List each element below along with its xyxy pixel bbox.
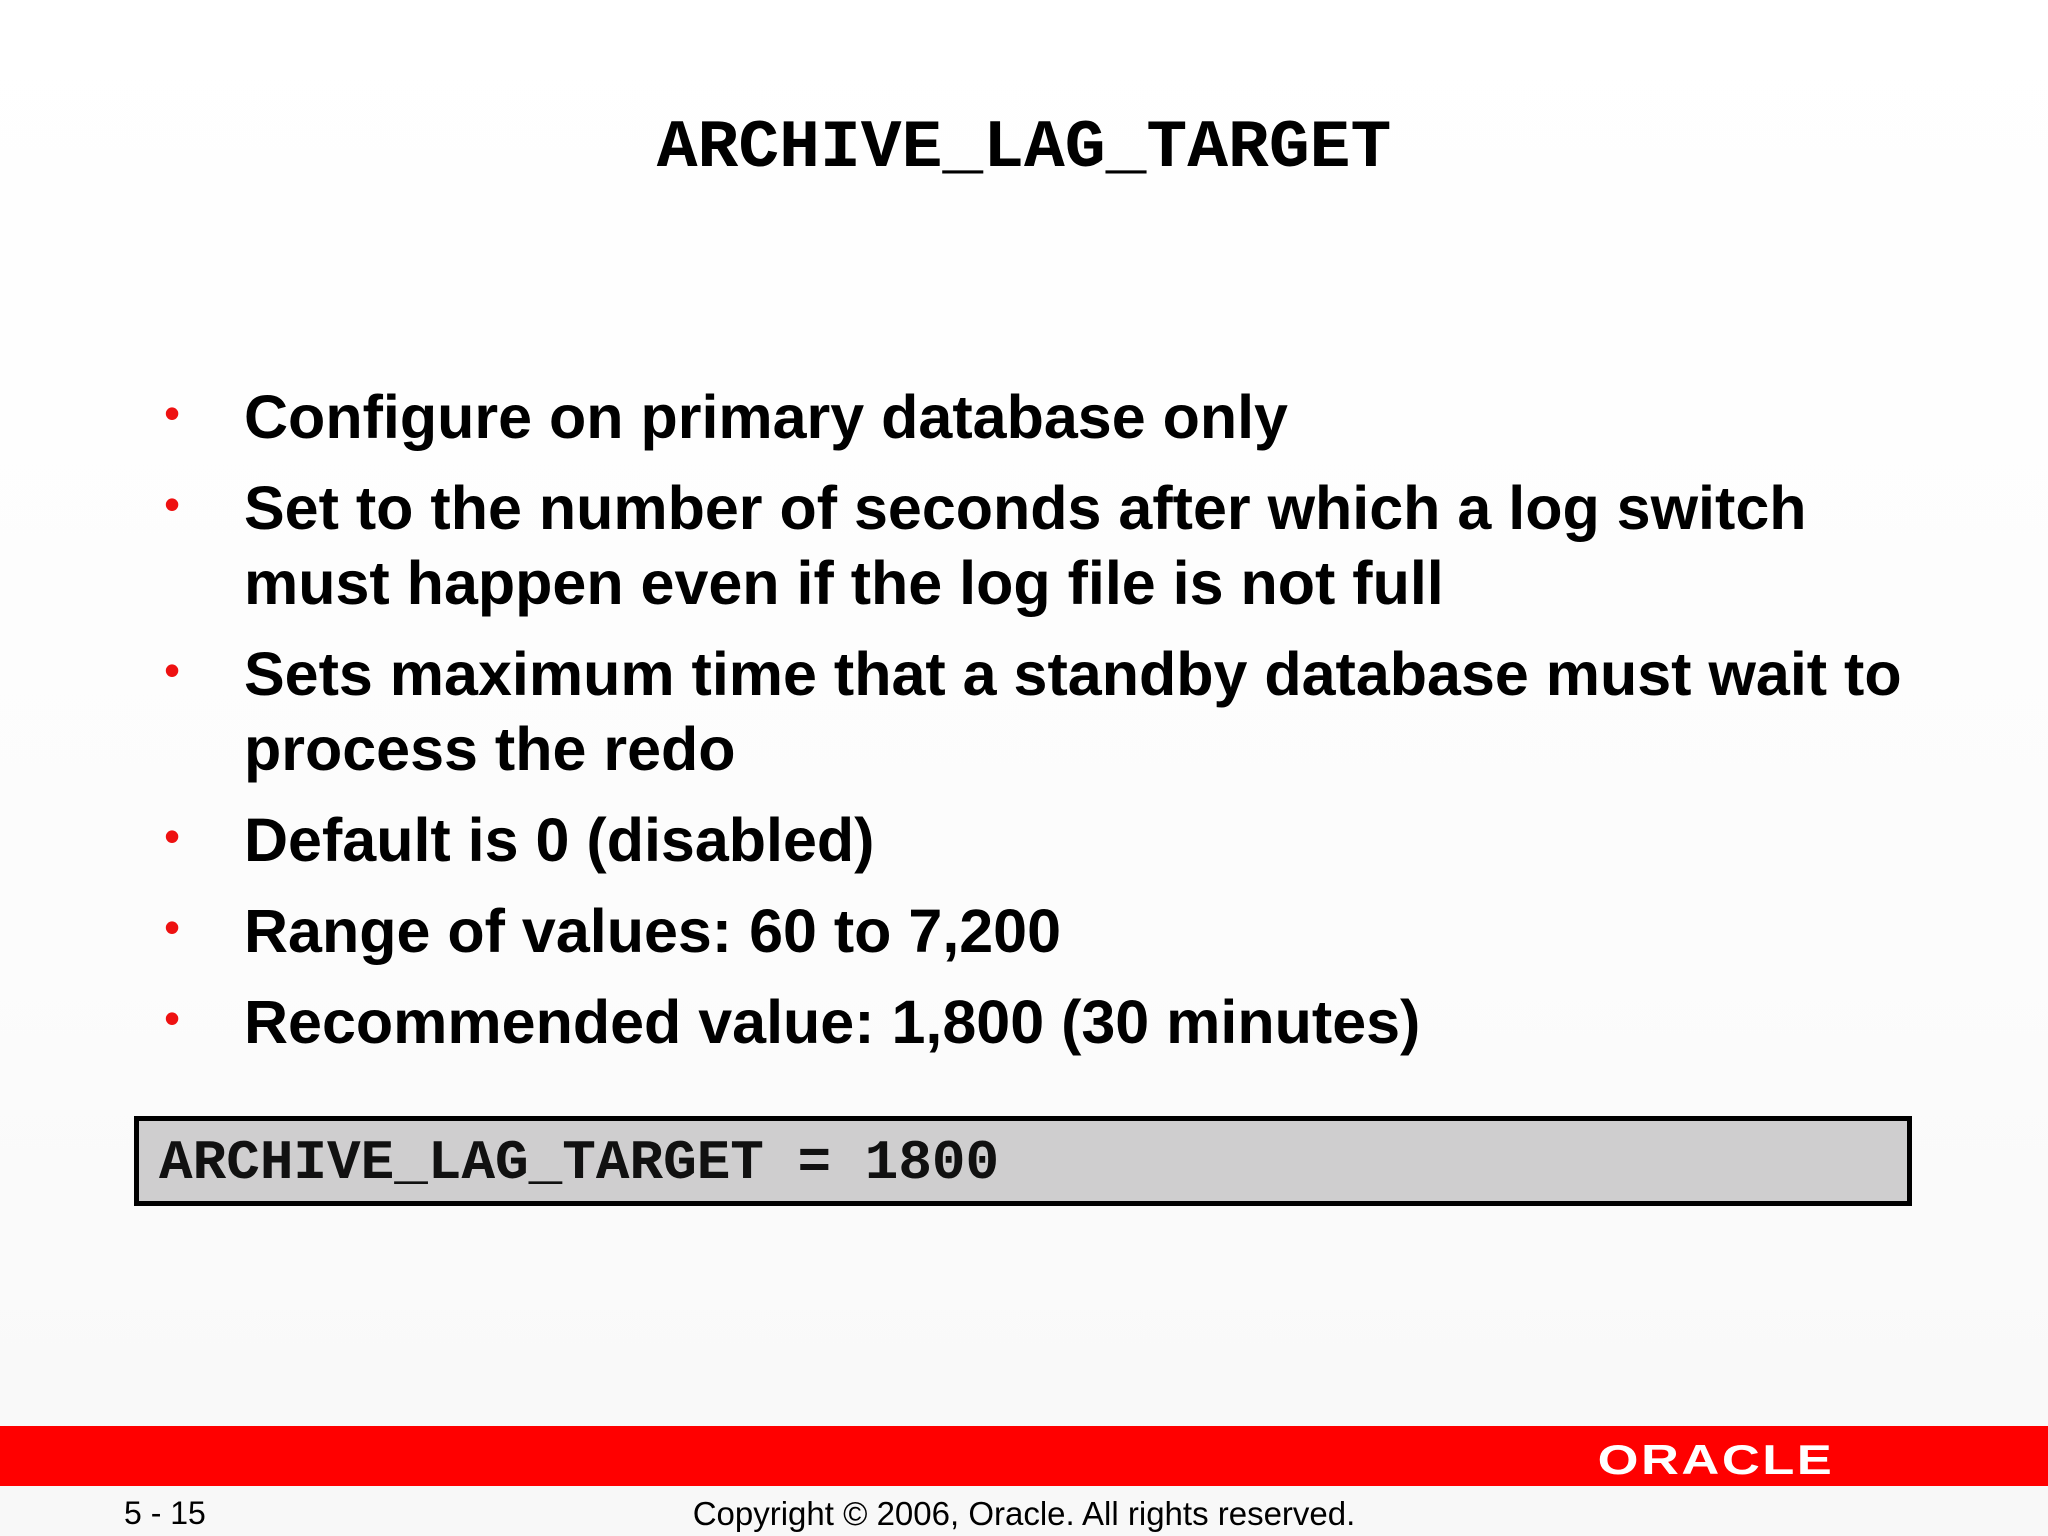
code-example: ARCHIVE_LAG_TARGET = 1800 (159, 1131, 1000, 1195)
bullet-item (160, 380, 1920, 455)
bullet-marker: • (164, 901, 181, 953)
oracle-logo: ORACLE (1597, 1436, 1834, 1483)
copyright-notice: Copyright © 2006, Oracle. All rights reserved. (692, 1495, 1356, 1532)
bullet-text: Default is 0 (disabled) (244, 806, 875, 874)
bullet-text: Configure on primary database only (244, 383, 1288, 451)
bullet-item (160, 471, 1920, 621)
bullet-marker: • (164, 387, 181, 439)
bullet-text: Recommended value: 1,800 (30 minutes) (244, 988, 1421, 1056)
bullet-item (160, 985, 1920, 1060)
bullet-marker: • (164, 992, 181, 1044)
bullet-text: Set to the number of seconds after which a log switch must happen even if the log file is not full (244, 474, 1807, 617)
bullet-text: Range of values: 60 to 7,200 (244, 897, 1062, 965)
bullet-item (160, 894, 1920, 969)
bullet-marker: • (164, 644, 181, 696)
bullet-item (160, 637, 1920, 787)
code-example-box (134, 1116, 1912, 1206)
bullet-list (160, 380, 1920, 1076)
bullet-marker: • (164, 478, 181, 530)
bullet-marker: • (164, 810, 181, 862)
slide-title: ARCHIVE_LAG_TARGET (656, 110, 1392, 187)
bullet-item (160, 803, 1920, 878)
bullet-text: Sets maximum time that a standby database must wait to process the redo (244, 640, 1902, 783)
page-number: 5 - 15 (124, 1495, 206, 1531)
